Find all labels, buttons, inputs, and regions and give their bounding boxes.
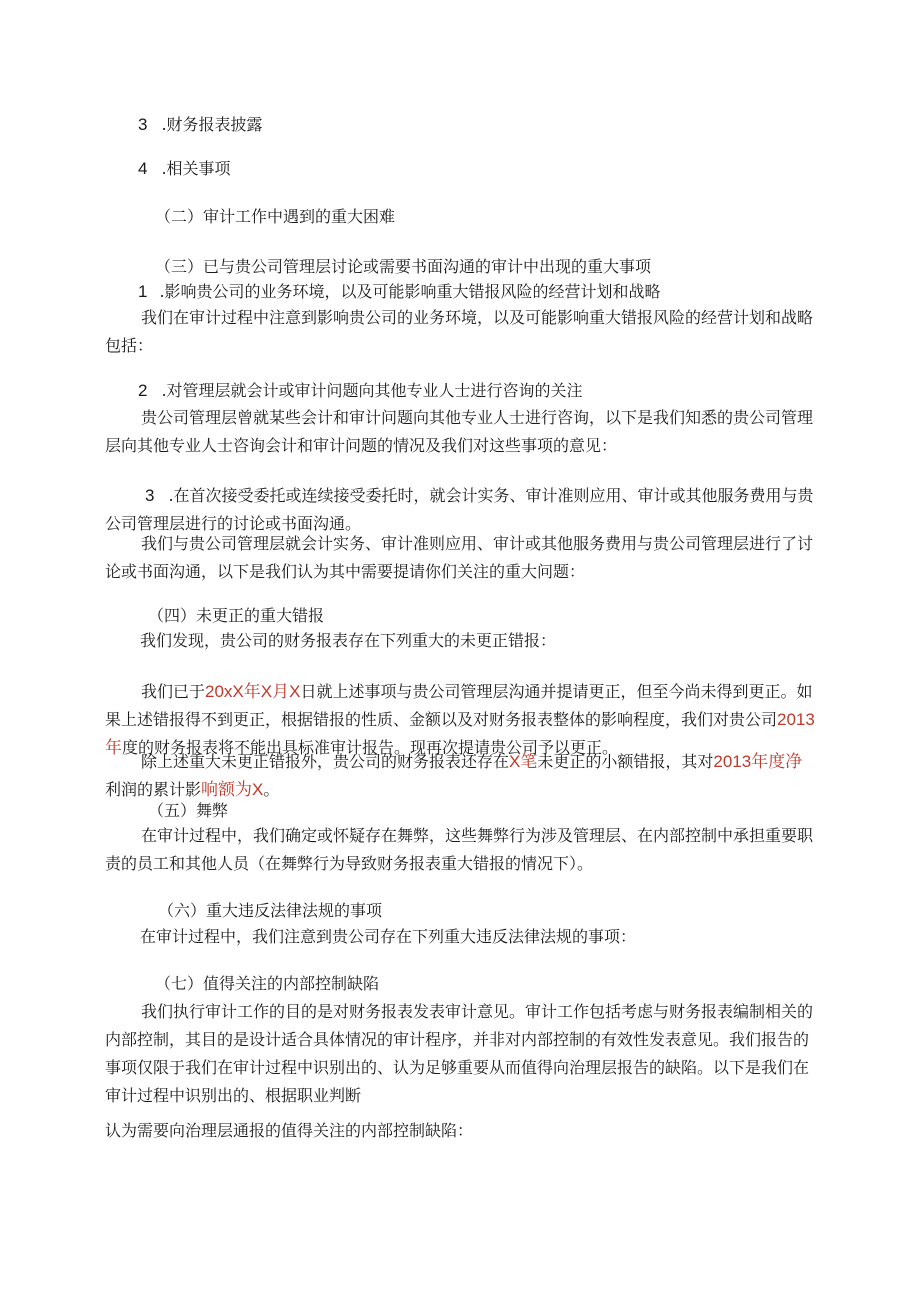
item-text: .财务报表披露 bbox=[161, 115, 263, 134]
count-placeholder: X笔 bbox=[509, 752, 538, 771]
paragraph-consultation: 贵公司管理层曾就某些会计和审计问题向其他专业人士进行咨询，以下是我们知悉的贵公司管理层向其他专业人士咨询会计和审计问题的情况及我们对这些事项的意见： bbox=[105, 408, 814, 455]
paragraph-internal-control-cont: 认为需要向治理层通报的值得关注的内部控制缺陷： bbox=[105, 1121, 474, 1140]
heading-difficulties: （二）审计工作中遇到的重大困难 bbox=[155, 207, 396, 226]
paragraph-business-environment: 我们在审计过程中注意到影响贵公司的业务环境，以及可能影响重大错报风险的经营计划和战略包括： bbox=[105, 308, 814, 355]
heading-significant-matters: （三）已与贵公司管理层讨论或需要书面沟通的审计中出现的重大事项 bbox=[155, 257, 652, 276]
item-number: 2 bbox=[138, 381, 148, 400]
item-number: 1 bbox=[138, 282, 148, 301]
paragraph-fraud: 在审计过程中，我们确定或怀疑存在舞弊，这些舞弊行为涉及管理层、在内部控制中承担重要职责的员工和其他人员（在舞弊行为导致财务报表重大错报的情况下）。 bbox=[105, 826, 814, 873]
year-placeholder: 2013年 bbox=[105, 710, 815, 757]
heading-legal-violations: （六）重大违反法律法规的事项 bbox=[158, 901, 383, 920]
paragraph-correction-request: 我们已于20xX年X月X日就上述事项与贵公司管理层沟通并提请更正，但至今尚未得到更正。如果上述错报得不到更正，根据错报的性质、金额以及对财务报表整体的影响程度，我们对贵公司2013年度的财务报表将不能出具标准审计报告。现再次提请贵公司予以更正。 bbox=[105, 682, 815, 757]
item-number: 4 bbox=[138, 159, 148, 178]
amount-placeholder: 响额为X bbox=[201, 780, 264, 799]
item-related-matters bbox=[138, 158, 231, 180]
item-text: .影响贵公司的业务环境，以及可能影响重大错报风险的经营计划和战略 bbox=[159, 282, 661, 301]
item-number: 3 bbox=[138, 115, 148, 134]
item-text: .在首次接受委托或连续接受委托时，就会计实务、审计准则应用、审计或其他服务费用与贵公司管理层进行的讨论或书面沟通。 bbox=[105, 486, 814, 533]
heading-uncorrected-misstatements: （四）未更正的重大错报 bbox=[148, 606, 325, 625]
subitem-consultation bbox=[138, 380, 583, 402]
paragraph-legal-violations: 在审计过程中，我们注意到贵公司存在下列重大违反法律法规的事项： bbox=[140, 927, 637, 946]
paragraph-small-misstatements: 除上述重大未更正错报外，贵公司的财务报表还存在X笔未更正的小额错报，其对2013年度净利润的累计影响额为X。 bbox=[105, 752, 803, 799]
heading-internal-control: （七）值得关注的内部控制缺陷 bbox=[155, 974, 380, 993]
subitem-business-environment bbox=[138, 281, 661, 303]
date-placeholder: 20xX年X月X bbox=[205, 682, 301, 701]
paragraph-engagement-communication: 我们与贵公司管理层就会计实务、审计准则应用、审计或其他服务费用与贵公司管理层进行了讨论或书面沟通，以下是我们认为其中需要提请你们关注的重大问题： bbox=[105, 534, 814, 581]
item-number: 3 bbox=[145, 486, 155, 505]
year-placeholder: 2013年度净 bbox=[713, 752, 803, 771]
item-financial-disclosure bbox=[138, 114, 263, 136]
heading-fraud: （五）舞弊 bbox=[148, 801, 229, 820]
item-text: .相关事项 bbox=[161, 159, 231, 178]
paragraph-internal-control: 我们执行审计工作的目的是对财务报表发表审计意见。审计工作包括考虑与财务报表编制相关的内部控制，其目的是设计适合具体情况的审计程序，并非对内部控制的有效性发表意见。我们报告的事项仅限于我们在审计过程中识别出的、认为足够重要从而值得向治理层报告的缺陷。以下是我们在审计过程中识别出的、根据职业判断 bbox=[105, 1002, 814, 1105]
item-text: .对管理层就会计或审计问题向其他专业人士进行咨询的关注 bbox=[161, 381, 583, 400]
paragraph-uncorrected-found: 我们发现，贵公司的财务报表存在下列重大的未更正错报： bbox=[140, 631, 557, 650]
